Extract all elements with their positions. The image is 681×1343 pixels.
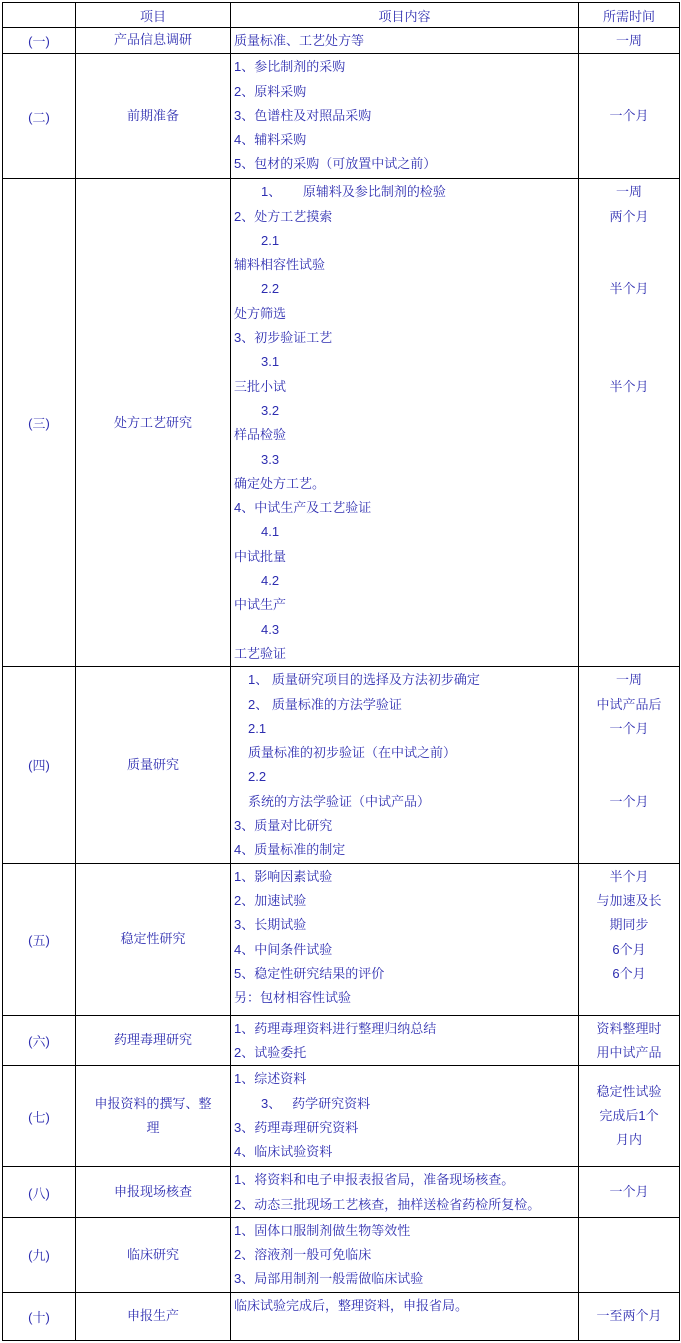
content-line: 5、包材的采购（可放置中试之前） [234, 156, 437, 172]
content-line: 2、原料采购 [234, 83, 307, 99]
header-cell-time: 所需时间 [579, 3, 680, 28]
content-cell [231, 54, 579, 179]
time-line [579, 423, 679, 447]
time-line [579, 765, 679, 789]
content-line: 3.1 [261, 354, 280, 370]
project-name-line: 申报现场核查 [113, 1183, 192, 1199]
content-line: 三批小试 [234, 378, 287, 394]
project-name-cell [76, 667, 231, 863]
time-cell [579, 667, 680, 863]
content-line: 1、综述资料 [234, 1071, 307, 1087]
content-cell [231, 1066, 579, 1167]
time-line [579, 618, 679, 642]
content-line: 4、中间条件试验 [234, 941, 333, 957]
content-line: 2、处方工艺摸索 [234, 208, 333, 224]
table-row [3, 1015, 680, 1066]
table-body [3, 28, 680, 1341]
time-line: 一个月 [609, 1183, 649, 1199]
content-line: 处方筛选 [234, 305, 287, 321]
time-line: 一周 [615, 672, 642, 688]
time-line: 一周 [615, 184, 642, 200]
time-cell [579, 28, 680, 54]
content-line: 4、中试生产及工艺验证 [234, 500, 372, 516]
table-row [3, 667, 680, 863]
content-line: 3、初步验证工艺 [234, 330, 333, 346]
time-line: 期同步 [609, 917, 649, 933]
project-name-cell [76, 1066, 231, 1167]
content-line: 4.3 [261, 621, 280, 637]
content-line: 4、临床试验资料 [234, 1144, 333, 1160]
content-line: 确定处方工艺。 [234, 475, 326, 491]
time-line: 一个月 [609, 720, 649, 736]
project-name-cell [76, 28, 231, 54]
time-line [579, 569, 679, 593]
content-line: 4.1 [261, 524, 280, 540]
project-name-line: 药理毒理研究 [113, 1032, 192, 1048]
time-line [579, 520, 679, 544]
time-line: 6个月 [612, 941, 646, 957]
content-line: 3.3 [261, 451, 280, 467]
project-name-cell [76, 1217, 231, 1292]
header-row [3, 3, 680, 28]
row-number-cell: (一) [3, 28, 76, 54]
time-line: 与加速及长 [596, 892, 662, 908]
row-number-cell: (四) [3, 667, 76, 863]
time-line [579, 326, 679, 350]
content-line: 1、药理毒理资料进行整理归纳总结 [234, 1020, 437, 1036]
project-name-line: 临床研究 [126, 1246, 179, 1262]
time-line [579, 545, 679, 569]
content-line: 1、参比制剂的采购 [234, 59, 346, 75]
table-row [3, 863, 680, 1015]
content-line: 2、试验委托 [234, 1044, 307, 1060]
time-line [579, 448, 679, 472]
content-line: 3、局部用制剂一般需做临床试验 [234, 1271, 424, 1287]
time-line [579, 1243, 679, 1267]
project-name-line: 申报资料的撰写、整 [94, 1095, 212, 1111]
content-line: 2、 质量标准的方法学验证 [248, 696, 402, 712]
time-line [579, 302, 679, 326]
content-cell [231, 28, 579, 54]
time-cell [579, 1217, 680, 1292]
time-line: 一周 [615, 32, 642, 48]
content-line: 辅料相容性试验 [234, 257, 326, 273]
content-cell [231, 179, 579, 667]
project-name-line: 质量研究 [126, 756, 179, 772]
time-line: 一个月 [609, 108, 649, 124]
content-line: 2.1 [261, 232, 280, 248]
time-line: 用中试产品 [596, 1044, 662, 1060]
time-line: 一个月 [609, 793, 649, 809]
project-name-line: 前期准备 [126, 108, 179, 124]
table-row [3, 1167, 680, 1218]
row-number-cell: (八) [3, 1167, 76, 1218]
time-cell [579, 54, 680, 179]
time-line [579, 399, 679, 423]
project-name-line: 处方工艺研究 [113, 414, 192, 430]
content-line: 1、 原辅料及参比制剂的检验 [261, 184, 446, 200]
project-timeline-table [2, 2, 680, 1341]
time-cell [579, 1015, 680, 1066]
time-line: 半个月 [609, 281, 649, 297]
content-line: 4.2 [261, 573, 280, 589]
row-number-cell: (九) [3, 1217, 76, 1292]
content-line: 2、加速试验 [234, 892, 307, 908]
row-number-cell: (六) [3, 1015, 76, 1066]
time-line [579, 229, 679, 253]
content-line: 质量标准的初步验证（在中试之前） [248, 745, 457, 761]
header-cell-content: 项目内容 [231, 3, 579, 28]
content-cell [231, 863, 579, 1015]
time-line: 中试产品后 [596, 696, 662, 712]
time-cell [579, 1066, 680, 1167]
table-row [3, 54, 680, 179]
content-line: 4、辅料采购 [234, 132, 307, 148]
time-line [579, 593, 679, 617]
time-cell [579, 179, 680, 667]
content-line: 3、长期试验 [234, 917, 307, 933]
time-line: 完成后1个 [599, 1108, 659, 1124]
content-line: 2、动态三批现场工艺核查，抽样送检省药检所复检。 [234, 1196, 541, 1212]
time-line: 一至两个月 [596, 1308, 662, 1324]
time-line [579, 741, 679, 765]
row-number-cell: (七) [3, 1066, 76, 1167]
time-line: 6个月 [612, 965, 646, 981]
time-line: 资料整理时 [596, 1020, 662, 1036]
content-line: 1、 质量研究项目的选择及方法初步确定 [248, 672, 480, 688]
project-name-line: 产品信息调研 [113, 32, 192, 48]
time-line [579, 986, 679, 1010]
table-header [3, 3, 680, 28]
time-cell [579, 1167, 680, 1218]
content-cell [231, 1167, 579, 1218]
time-line: 半个月 [609, 378, 649, 394]
project-name-cell [76, 863, 231, 1015]
content-line: 1、固体口服制剂做生物等效性 [234, 1222, 411, 1238]
time-line [579, 838, 679, 862]
time-line [579, 496, 679, 520]
time-line: 两个月 [609, 208, 649, 224]
content-line: 临床试验完成后，整理资料，申报省局。 [234, 1297, 469, 1313]
content-cell [231, 667, 579, 863]
project-name-cell [76, 179, 231, 667]
time-line: 稳定性试验 [596, 1083, 662, 1099]
table-row [3, 1066, 680, 1167]
time-line [579, 350, 679, 374]
table-row [3, 1217, 680, 1292]
content-line: 4、质量标准的制定 [234, 842, 346, 858]
content-line: 2.2 [248, 769, 267, 785]
content-line: 2、溶液剂一般可免临床 [234, 1247, 372, 1263]
row-number-cell: (十) [3, 1292, 76, 1340]
content-line: 3、药理毒理研究资料 [234, 1119, 359, 1135]
content-cell [231, 1015, 579, 1066]
content-line: 中试批量 [234, 548, 287, 564]
content-line: 工艺验证 [234, 645, 287, 661]
content-line: 系统的方法学验证（中试产品） [248, 793, 431, 809]
project-name-line: 稳定性研究 [120, 930, 186, 946]
time-line [579, 642, 679, 666]
content-line: 1、将资料和电子申报表报省局，准备现场核查。 [234, 1172, 515, 1188]
content-line: 3、 药学研究资料 [261, 1095, 371, 1111]
content-line: 2.2 [261, 281, 280, 297]
content-line: 1、影响因素试验 [234, 868, 333, 884]
table-row [3, 28, 680, 54]
content-line: 另：包材相容性试验 [234, 990, 352, 1006]
content-line: 3.2 [261, 402, 280, 418]
project-name-cell [76, 1015, 231, 1066]
content-cell [231, 1217, 579, 1292]
row-number-cell: (二) [3, 54, 76, 179]
table-row [3, 179, 680, 667]
time-line [579, 253, 679, 277]
content-line: 质量标准、工艺处方等 [234, 33, 365, 48]
time-line: 月内 [615, 1132, 642, 1148]
content-line: 3、质量对比研究 [234, 818, 333, 834]
time-line [579, 814, 679, 838]
time-line [579, 472, 679, 496]
header-cell-project: 项目 [76, 3, 231, 28]
project-name-line: 理 [146, 1120, 160, 1136]
content-line: 5、稳定性研究结果的评价 [234, 965, 385, 981]
project-name-cell [76, 1167, 231, 1218]
project-name-line: 申报生产 [126, 1307, 179, 1323]
time-line: 半个月 [609, 868, 649, 884]
time-cell [579, 863, 680, 1015]
content-line: 样品检验 [234, 427, 287, 443]
header-cell-number [3, 3, 76, 28]
content-line: 2.1 [248, 720, 267, 736]
project-name-cell [76, 54, 231, 179]
row-number-cell: (五) [3, 863, 76, 1015]
content-line: 3、色谱柱及对照品采购 [234, 107, 372, 123]
content-line: 中试生产 [234, 597, 287, 613]
row-number-cell: (三) [3, 179, 76, 667]
